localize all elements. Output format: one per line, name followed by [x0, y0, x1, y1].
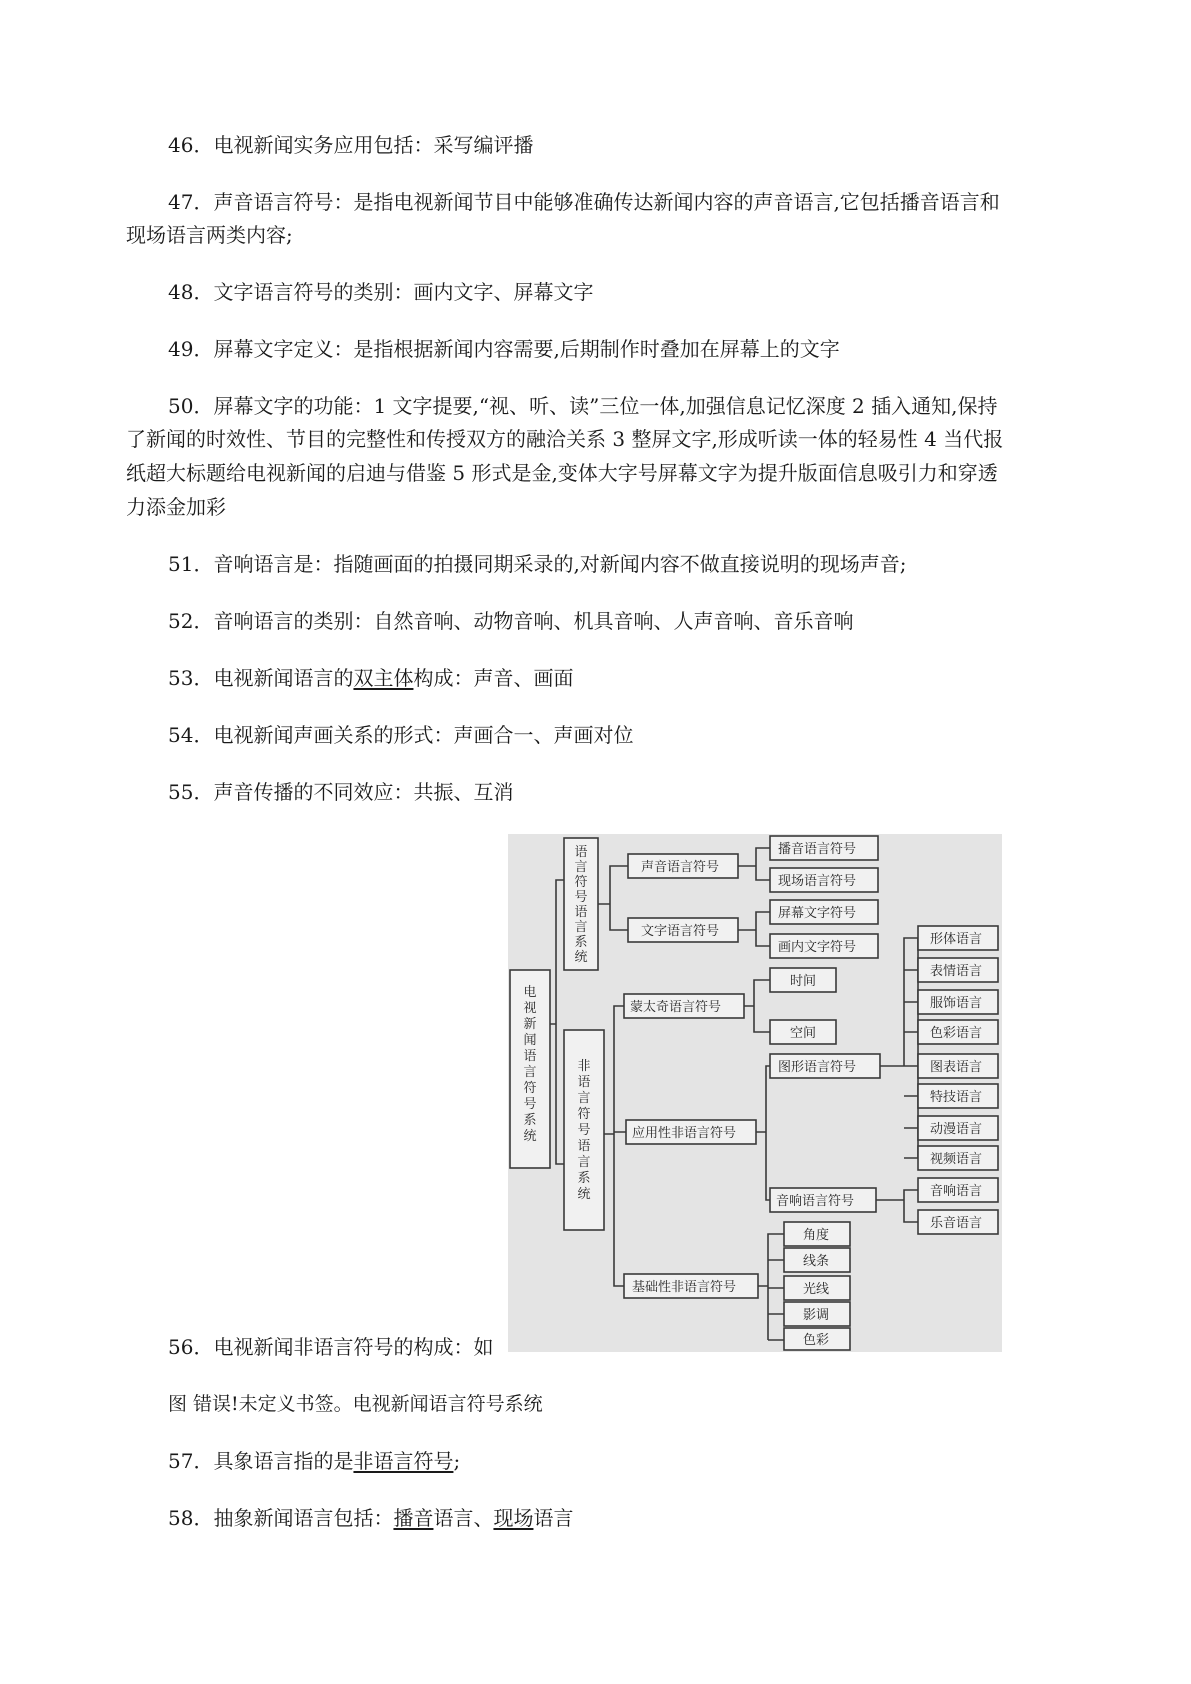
lines-label: 线条 [803, 1254, 830, 1269]
figure-caption: 图 错误!未定义书签。电视新闻语言符号系统 [168, 1393, 543, 1415]
space-label: 空间 [790, 1026, 817, 1041]
item-50-line3: 纸超大标题给电视新闻的启迪与借鉴 5 形式是金,变体大字号屏幕文字为提升版面信息吸引力和穿透 [126, 461, 998, 485]
item-49: 49．屏幕文字定义：是指根据新闻内容需要,后期制作时叠加在屏幕上的文字 [168, 337, 840, 361]
shade-label: 影调 [803, 1308, 830, 1323]
item-48: 48．文字语言符号的类别：画内文字、屏幕文字 [168, 280, 594, 304]
inpicture-text-symbol-label: 画内文字符号 [778, 940, 857, 955]
item-58-underlined-1: 播音 [393, 1506, 434, 1530]
body-language-label: 形体语言 [930, 932, 983, 947]
item-57-suffix: ; [453, 1449, 461, 1473]
graphic-symbol-label: 图形语言符号 [778, 1060, 857, 1075]
item-57-prefix: 57．具象语言指的是 [168, 1449, 354, 1473]
item-54: 54．电视新闻声画关系的形式：声画合一、声画对位 [168, 723, 634, 747]
angle-label: 角度 [803, 1228, 830, 1243]
item-57-underlined: 非语言符号 [353, 1449, 454, 1473]
chart-language-label: 图表语言 [930, 1060, 983, 1075]
item-58-prefix: 58．抽象新闻语言包括： [168, 1506, 394, 1530]
screen-text-symbol-label: 屏幕文字符号 [778, 906, 857, 921]
item-51: 51．音响语言是：指随画面的拍摄同期采录的,对新闻内容不做直接说明的现场声音; [168, 552, 907, 576]
basic-symbol-label: 基础性非语言符号 [632, 1280, 737, 1295]
applied-symbol-label: 应用性非语言符号 [632, 1126, 737, 1141]
costume-language-label: 服饰语言 [930, 996, 983, 1011]
animation-language-label: 动漫语言 [930, 1122, 983, 1137]
root-label: 电视新闻语言符号系统 [523, 985, 537, 1144]
language-system-label: 语言符号语言系统 [574, 845, 588, 965]
broadcast-symbol-label: 播音语言符号 [778, 842, 857, 857]
item-57 [168, 1444, 460, 1478]
scene-symbol-label: 现场语言符号 [778, 874, 857, 889]
item-58-underlined-2: 现场 [493, 1506, 534, 1530]
video-language-label: 视频语言 [930, 1152, 983, 1167]
item-58-suffix: 语言 [533, 1506, 574, 1530]
item-46: 46．电视新闻实务应用包括：采写编评播 [168, 133, 534, 157]
montage-symbol-label: 蒙太奇语言符号 [630, 1000, 722, 1015]
item-55: 55．声音传播的不同效应：共振、互消 [168, 780, 514, 804]
item-53 [168, 661, 573, 695]
color-label: 色彩 [803, 1333, 830, 1348]
item-47-line2: 现场语言两类内容; [126, 223, 293, 247]
music-language-label: 乐音语言 [930, 1216, 983, 1231]
item-50-line4: 力添金加彩 [126, 495, 226, 519]
item-50-line1: 50．屏幕文字的功能：1 文字提要,“视、听、读”三位一体,加强信息记忆深度 2 插入通知,保持 [168, 394, 998, 418]
time-label: 时间 [790, 974, 817, 989]
item-53-suffix: 构成：声音、画面 [413, 666, 574, 690]
item-56: 56．电视新闻非语言符号的构成：如 [168, 1335, 494, 1359]
item-53-prefix: 53．电视新闻语言的 [168, 666, 354, 690]
text-symbol-label: 文字语言符号 [641, 924, 720, 939]
audio-symbol-label: 音响语言符号 [776, 1194, 855, 1209]
sound-language-label: 音响语言 [930, 1184, 983, 1199]
color-language-label: 色彩语言 [930, 1026, 983, 1041]
item-47-line1: 47．声音语言符号：是指电视新闻节目中能够准确传达新闻内容的声音语言,它包括播音语言和 [168, 190, 1000, 214]
item-58 [168, 1501, 573, 1535]
item-58-middle: 语言、 [433, 1506, 494, 1530]
effects-language-label: 特技语言 [930, 1090, 983, 1105]
sound-symbol-label: 声音语言符号 [641, 860, 720, 875]
light-label: 光线 [803, 1282, 830, 1297]
item-50-line2: 了新闻的时效性、节目的完整性和传授双方的融洽关系 3 整屏文字,形成听读一体的轻易性 4 当代报 [126, 427, 1004, 451]
nonlanguage-system-label: 非语言符号语言系统 [577, 1059, 591, 1202]
item-53-underlined: 双主体 [353, 666, 414, 690]
item-52: 52．音响语言的类别：自然音响、动物音响、机具音响、人声音响、音乐音响 [168, 609, 854, 633]
language-symbol-system-diagram [508, 834, 1002, 1352]
expression-language-label: 表情语言 [930, 964, 983, 979]
